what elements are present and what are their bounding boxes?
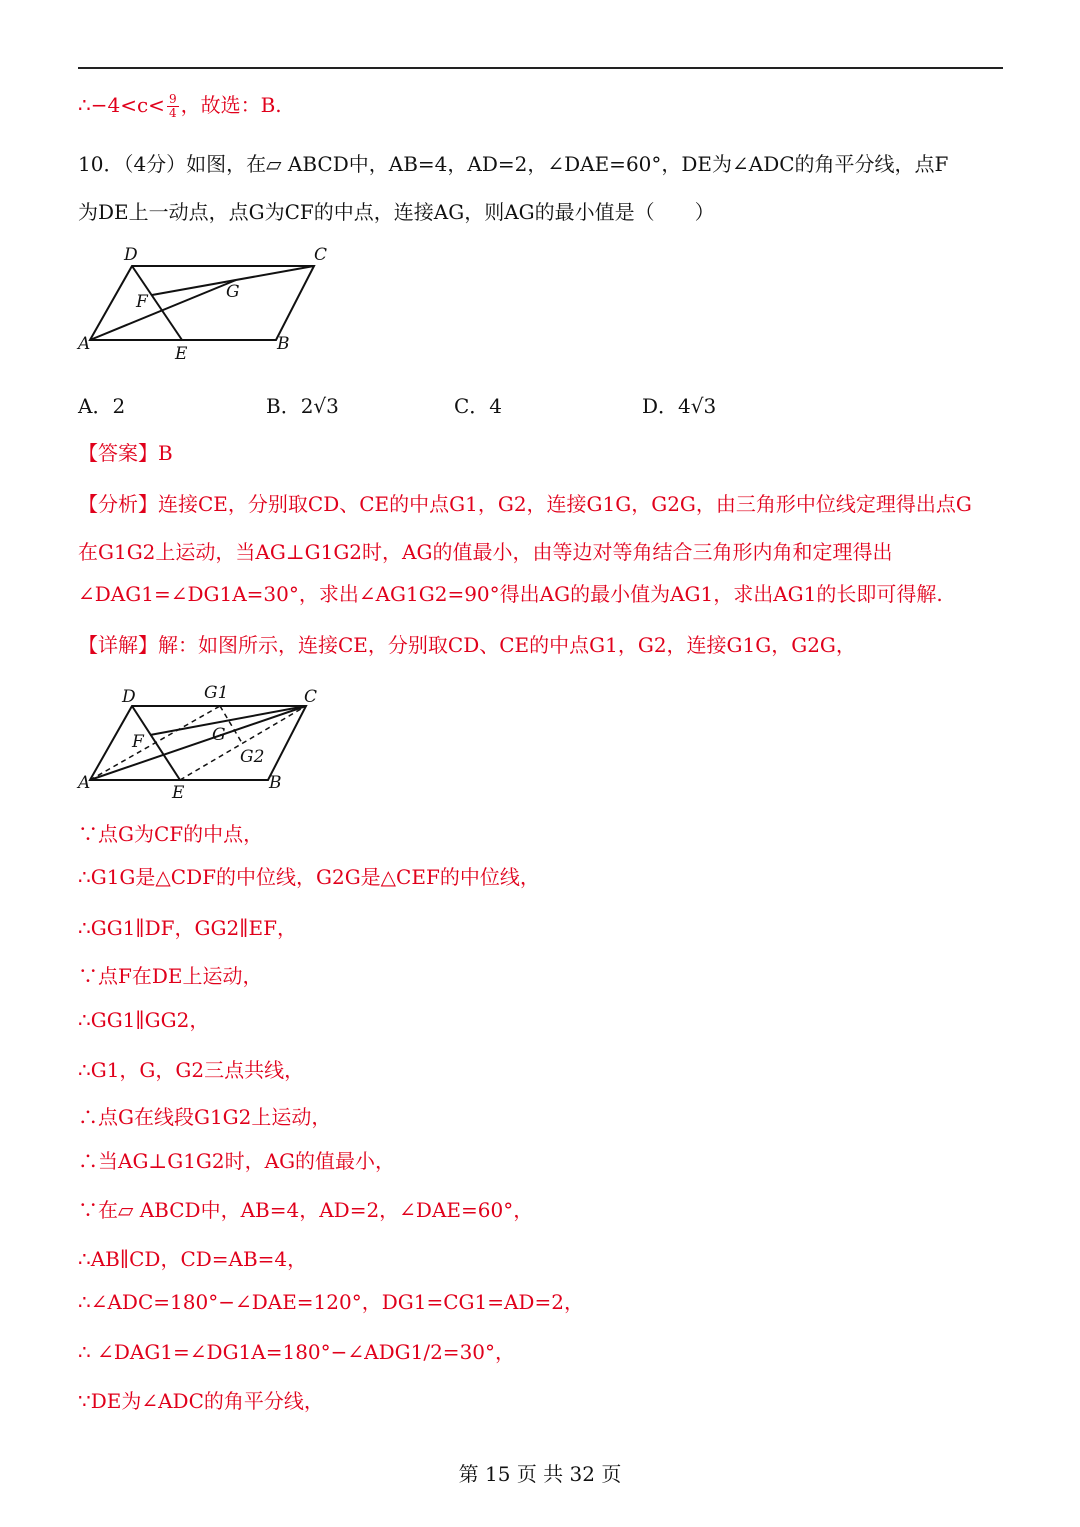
label-c-2: C xyxy=(304,687,318,707)
frac-denominator: 4 xyxy=(168,106,177,120)
label-e: E xyxy=(175,344,188,364)
parallelogram-figure-2 xyxy=(70,680,350,805)
option-d: D．4√3 xyxy=(642,394,717,418)
label-g1: G1 xyxy=(204,683,229,703)
step-5: ∴GG1∥GG2， xyxy=(78,1008,210,1032)
step-8: ∴当AG⊥G1G2时，AG的值最小， xyxy=(78,1149,396,1173)
step-10: ∴AB∥CD，CD=AB=4， xyxy=(78,1247,308,1271)
step-12: ∴ ∠DAG1=∠DG1A=180°−∠ADG1/2=30°， xyxy=(78,1340,516,1364)
option-c: C．4 xyxy=(454,394,503,418)
option-a: A．2 xyxy=(78,394,126,418)
step-11: ∴∠ADC=180°−∠DAE=120°，DG1=CG1=AD=2， xyxy=(78,1290,584,1314)
label-b-2: B xyxy=(269,773,282,793)
option-b: B．2√3 xyxy=(266,394,339,418)
step-3: ∴GG1∥DF，GG2∥EF， xyxy=(78,916,297,940)
detail-intro: 【详解】解：如图所示，连接CE，分别取CD、CE的中点G1，G2，连接G1G，G2G， xyxy=(78,633,856,657)
prev-answer-prefix: ∴−4<c< xyxy=(78,93,165,117)
label-g2: G2 xyxy=(240,747,265,767)
label-a-2: A xyxy=(78,773,91,793)
question-line-2: 为DE上一动点，点G为CF的中点，连接AG，则AG的最小值是（ ） xyxy=(78,200,715,224)
step-2: ∴G1G是△CDF的中位线，G2G是△CEF的中位线， xyxy=(78,865,540,889)
question-line-1: 10．（4分）如图，在▱ ABCD中，AB=4，AD=2，∠DAE=60°，DE为∠ADC的角平分线，点F xyxy=(78,152,949,176)
label-e-2: E xyxy=(172,783,185,803)
label-d: D xyxy=(124,245,138,265)
step-1: ∵点G为CF的中点， xyxy=(78,822,264,846)
step-4: ∵点F在DE上运动， xyxy=(78,964,263,988)
header-rule xyxy=(78,67,1003,69)
label-f-2: F xyxy=(132,732,144,752)
analysis-line-3: ∠DAG1=∠DG1A=30°，求出∠AG1G2=90°得出AG的最小值为AG1，求出AG1的长即可得解. xyxy=(78,582,943,606)
page-footer: 第 15 页 共 32 页 xyxy=(458,1462,622,1486)
segment-ag xyxy=(90,280,236,340)
analysis-line-1: 【分析】连接CE，分别取CD、CE的中点G1，G2，连接G1G，G2G，由三角形中位线定理得出点G xyxy=(78,492,972,516)
label-g-2: G xyxy=(212,725,226,745)
label-a: A xyxy=(78,334,91,354)
analysis-line-2: 在G1G2上运动，当AG⊥G1G2时，AG的值最小，由等边对等角结合三角形内角和定理得出 xyxy=(78,540,893,564)
fraction-9-4 xyxy=(167,93,179,120)
previous-answer-line xyxy=(78,91,282,120)
parallelogram-figure-1 xyxy=(70,238,350,368)
label-g: G xyxy=(226,282,240,302)
step-13: ∵DE为∠ADC的角平分线， xyxy=(78,1389,324,1413)
label-c: C xyxy=(314,245,328,265)
label-d-2: D xyxy=(122,687,136,707)
frac-numerator: 9 xyxy=(168,92,177,106)
step-7: ∴点G在线段G1G2上运动， xyxy=(78,1105,332,1129)
step-6: ∴G1，G，G2三点共线， xyxy=(78,1058,305,1082)
label-b: B xyxy=(277,334,290,354)
step-9: ∵在▱ ABCD中，AB=4，AD=2，∠DAE=60°， xyxy=(78,1198,534,1222)
label-f: F xyxy=(136,292,148,312)
answer-line: 【答案】B xyxy=(78,441,173,465)
prev-answer-suffix: ，故选：B. xyxy=(180,93,282,117)
parallelogram-abcd xyxy=(90,266,314,340)
